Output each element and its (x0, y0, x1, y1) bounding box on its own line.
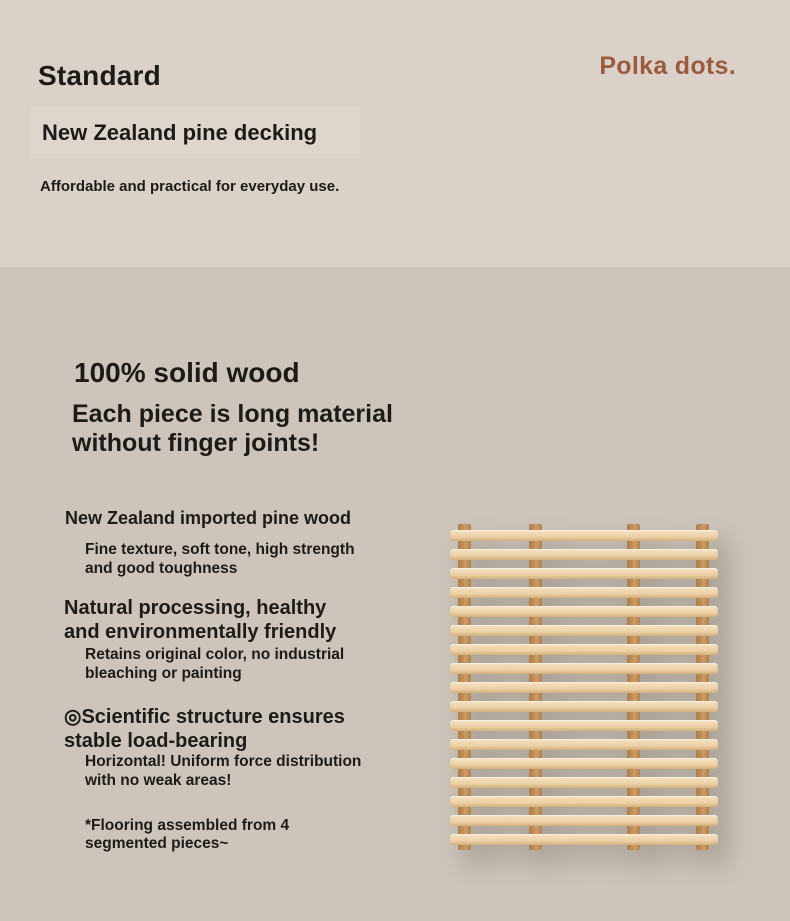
wood-slat (450, 701, 718, 712)
headline-highlight-box (30, 107, 360, 158)
header-band (0, 0, 790, 267)
product-tagline: Affordable and practical for everyday use. (40, 178, 340, 195)
feature-title-line: Natural processing, healthy (64, 597, 327, 619)
wood-slat (450, 625, 718, 636)
feature-title-line: and environmentally friendly (64, 621, 337, 643)
wood-slat (450, 796, 718, 807)
feature-detail-pine-wood (85, 540, 355, 578)
feature-detail-line: Retains original color, no industrial (85, 646, 345, 663)
feature-detail-line: bleaching or painting (85, 665, 242, 682)
wood-slat (450, 530, 718, 541)
assembly-footnote-line: *Flooring assembled from 4 (85, 817, 290, 834)
wood-slat (450, 739, 718, 750)
feature-detail-line: Horizontal! Uniform force distribution (85, 753, 362, 770)
feature-detail-scientific-structure (85, 752, 361, 790)
brand-logo-text: Polka dots. (599, 52, 736, 80)
feature-title-line: stable load-bearing (64, 730, 248, 752)
pine-slat-panel-image (450, 524, 718, 850)
slat-rows (450, 530, 718, 845)
feature-title-line: ◎Scientific structure ensures (64, 706, 345, 728)
wood-slat (450, 834, 718, 845)
wood-slat (450, 568, 718, 579)
wood-slat (450, 682, 718, 693)
hero-subheading (72, 400, 393, 458)
wood-slat (450, 815, 718, 826)
wood-slat (450, 587, 718, 598)
feature-detail-line: with no weak areas! (85, 772, 232, 789)
hero-subheading-line: Each piece is long material (72, 400, 393, 428)
feature-title-pine-wood (65, 508, 351, 529)
series-title: Standard (38, 60, 161, 91)
wood-slat (450, 758, 718, 769)
assembly-footnote (85, 817, 289, 853)
feature-title-natural-processing (64, 596, 336, 644)
assembly-footnote-line: segmented pieces~ (85, 835, 229, 852)
wood-slat (450, 606, 718, 617)
wood-slat (450, 663, 718, 674)
feature-title-line: New Zealand imported pine wood (65, 508, 352, 528)
product-headline: New Zealand pine decking (42, 119, 318, 145)
feature-detail-natural-processing (85, 645, 344, 683)
feature-detail-line: Fine texture, soft tone, high strength (85, 541, 355, 558)
feature-title-scientific-structure (64, 705, 345, 753)
hero-heading: 100% solid wood (74, 357, 300, 388)
feature-detail-line: and good toughness (85, 560, 238, 577)
wood-slat (450, 720, 718, 731)
wood-slat (450, 777, 718, 788)
wood-slat (450, 644, 718, 655)
hero-subheading-line: without finger joints! (72, 429, 320, 457)
wood-slat (450, 549, 718, 560)
